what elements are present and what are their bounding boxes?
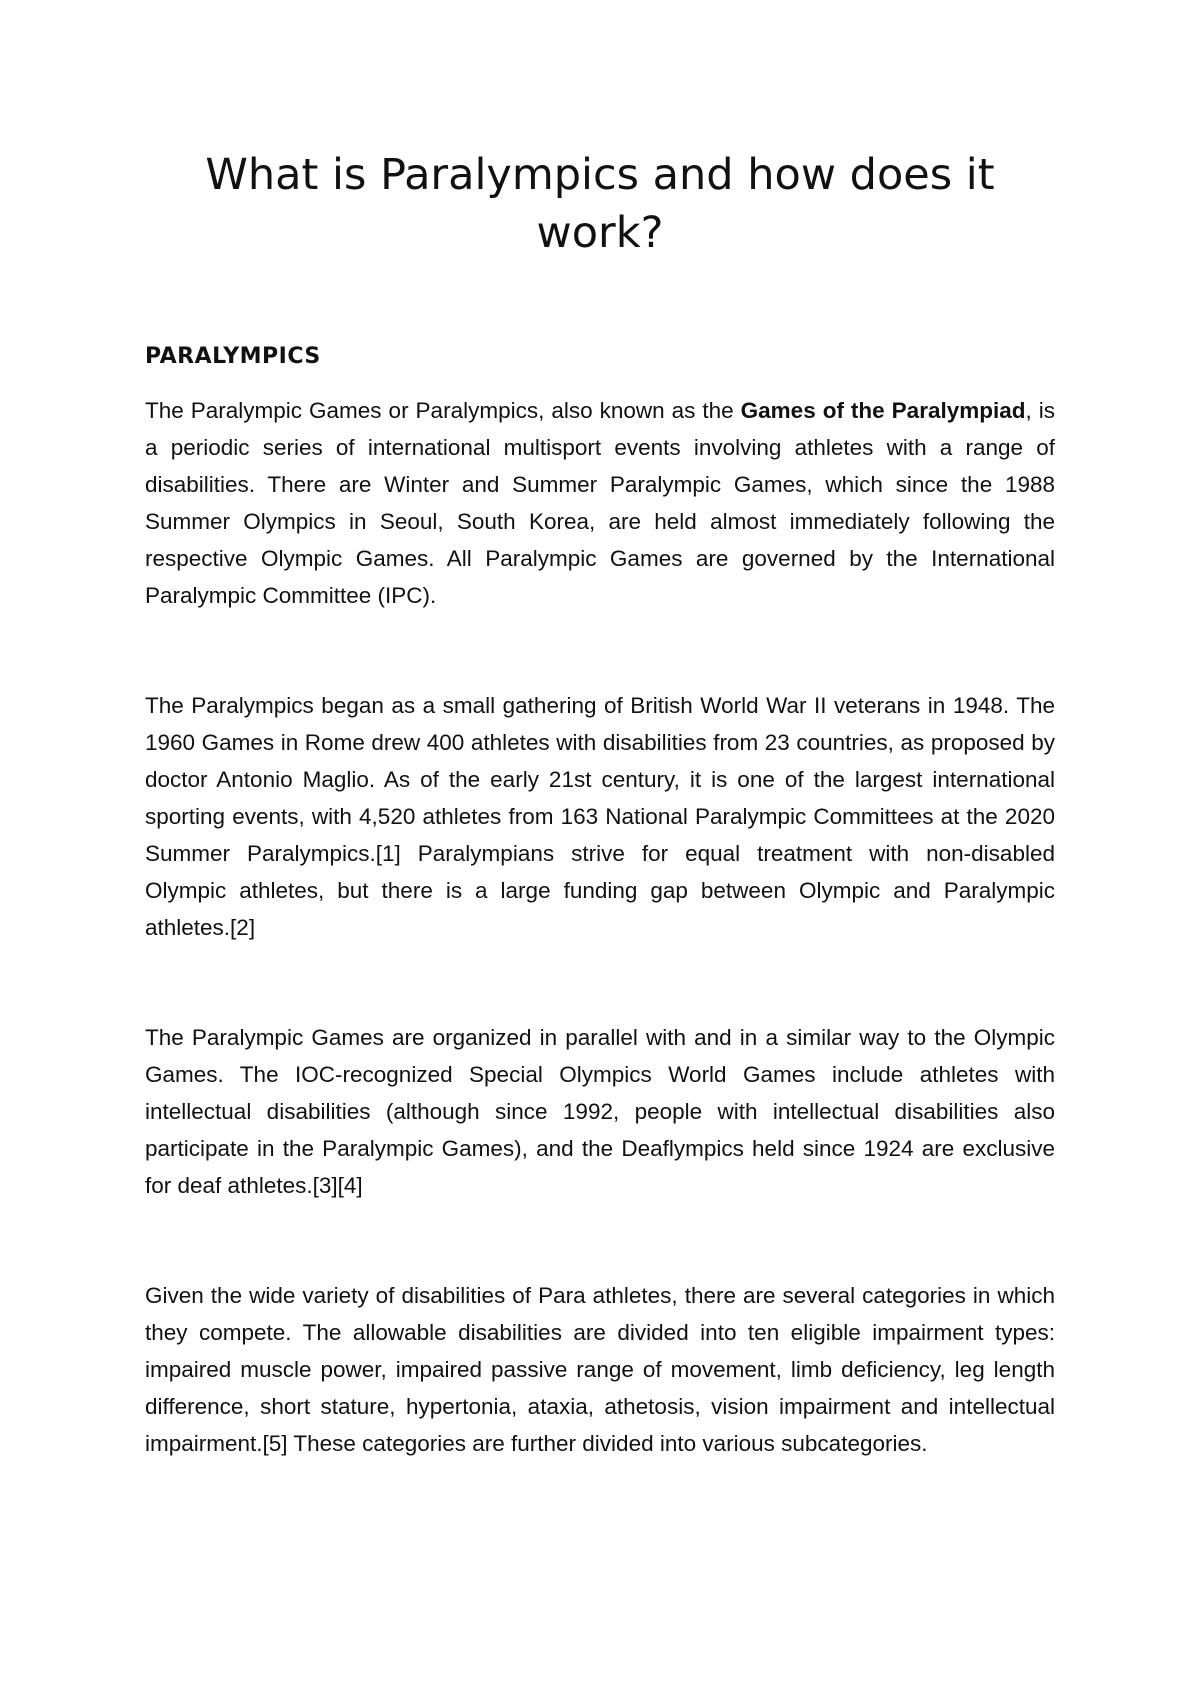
paragraph-categories: Given the wide variety of disabilities of Para athletes, there are several categories in which they compete. The allowable disabilities are divided into ten eligible impairment types: impaired muscle power, impaired passive range of movement, limb deficiency, leg length difference, short stature, hypertonia, ataxia, athetosis, vision impairment and intellectual impairment.[5] These categories are further divided into various subcategories. xyxy=(145,1283,1055,1456)
paragraph-intro xyxy=(145,392,1055,614)
paragraph-history: The Paralympics began as a small gathering of British World War II veterans in 1948. The 1960 Games in Rome drew 400 athletes with disabilities from 23 countries, as proposed by doctor Antonio Maglio. As of the early 21st century, it is one of the largest international sporting events, with 4,520 athletes from 163 National Paralympic Committees at the 2020 Summer Paralympics.[1] Paralympians strive for equal treatment with non-disabled Olympic athletes, but there is a large funding gap between Olympic and Paralympic athletes.[2] xyxy=(145,693,1055,940)
document-title: What is Paralympics and how does it work? xyxy=(205,150,995,258)
section-heading: PARALYMPICS xyxy=(145,344,321,369)
paragraph-intro-lead: The Paralympic Games or Paralympics, also known as the xyxy=(145,398,741,423)
paragraph-intro-bold: Games of the Paralympiad xyxy=(740,398,1026,423)
paragraph-organization: The Paralympic Games are organized in parallel with and in a similar way to the Olympic Games. The IOC-recognized Special Olympics World Games include athletes with intellectual disabilities (although since 1992, people with intellectual disabilities also participate in the Paralympic Games), and the Deaflympics held since 1924 are exclusive for deaf athletes.[3][4] xyxy=(145,1025,1055,1198)
paragraph-intro-rest: , is a periodic series of international multisport events involving athletes with a range of disabilities. There are Winter and Summer Paralympic Games, which since the 1988 Summer Olympics in Seoul, South Korea, are held almost immediately following the respective Olympic Games. All Paralympic Games are governed by the International Paralympic Committee (IPC). xyxy=(145,398,1055,608)
